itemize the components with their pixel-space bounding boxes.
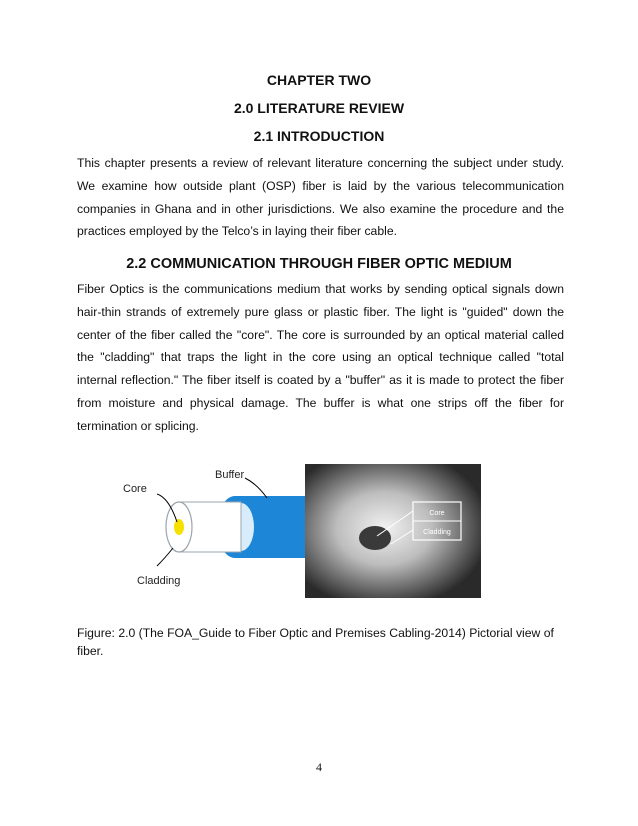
- section-2-2-heading: 2.2 COMMUNICATION THROUGH FIBER OPTIC MEDIUM: [126, 256, 512, 272]
- photo-cladding-label: Cladding: [423, 529, 451, 536]
- intro-paragraph: This chapter presents a review of relevant literature concerning the subject under study. We examine how outside plant (OSP) fiber is laid by the various telecommunication companies in Ghana and in other jurisdictions. We also examine the procedure and the practices employed by the Telco’s in laying their fiber cable.: [77, 156, 564, 239]
- fiber-photo: [305, 464, 481, 598]
- section-heading: 2.0 LITERATURE REVIEW: [233, 100, 405, 116]
- core-dot: [174, 519, 184, 535]
- fiber-figure: [77, 456, 564, 608]
- fiber-diagram: [117, 456, 327, 606]
- photo-core-label: Core: [429, 510, 445, 517]
- core-label: Core: [123, 483, 147, 495]
- cladding-label: Cladding: [137, 575, 181, 587]
- section-2-2-paragraph: Fiber Optics is the communications medium that works by sending optical signals down hair-thin strands of extremely pure glass or plastic fiber. The light is "guided" down the center of the fiber called the "core". The core is surrounded by an optical material called the "cladding" that traps the light in the core using an optical technique called "total internal reflection." The fiber itself is coated by a "buffer" as it is made to protect the fiber from moisture and physical damage. The buffer is what one strips off the fiber for termination or splicing.: [77, 282, 564, 433]
- subsection-heading: 2.1 INTRODUCTION: [253, 128, 385, 144]
- chapter-heading: CHAPTER TWO: [266, 72, 372, 88]
- figure-caption: Figure: 2.0 (The FOA_Guide to Fiber Optic and Premises Cabling-2014) Pictorial view of fiber.: [77, 626, 554, 658]
- buffer-label: Buffer: [215, 469, 245, 481]
- page-number: 4: [316, 760, 322, 774]
